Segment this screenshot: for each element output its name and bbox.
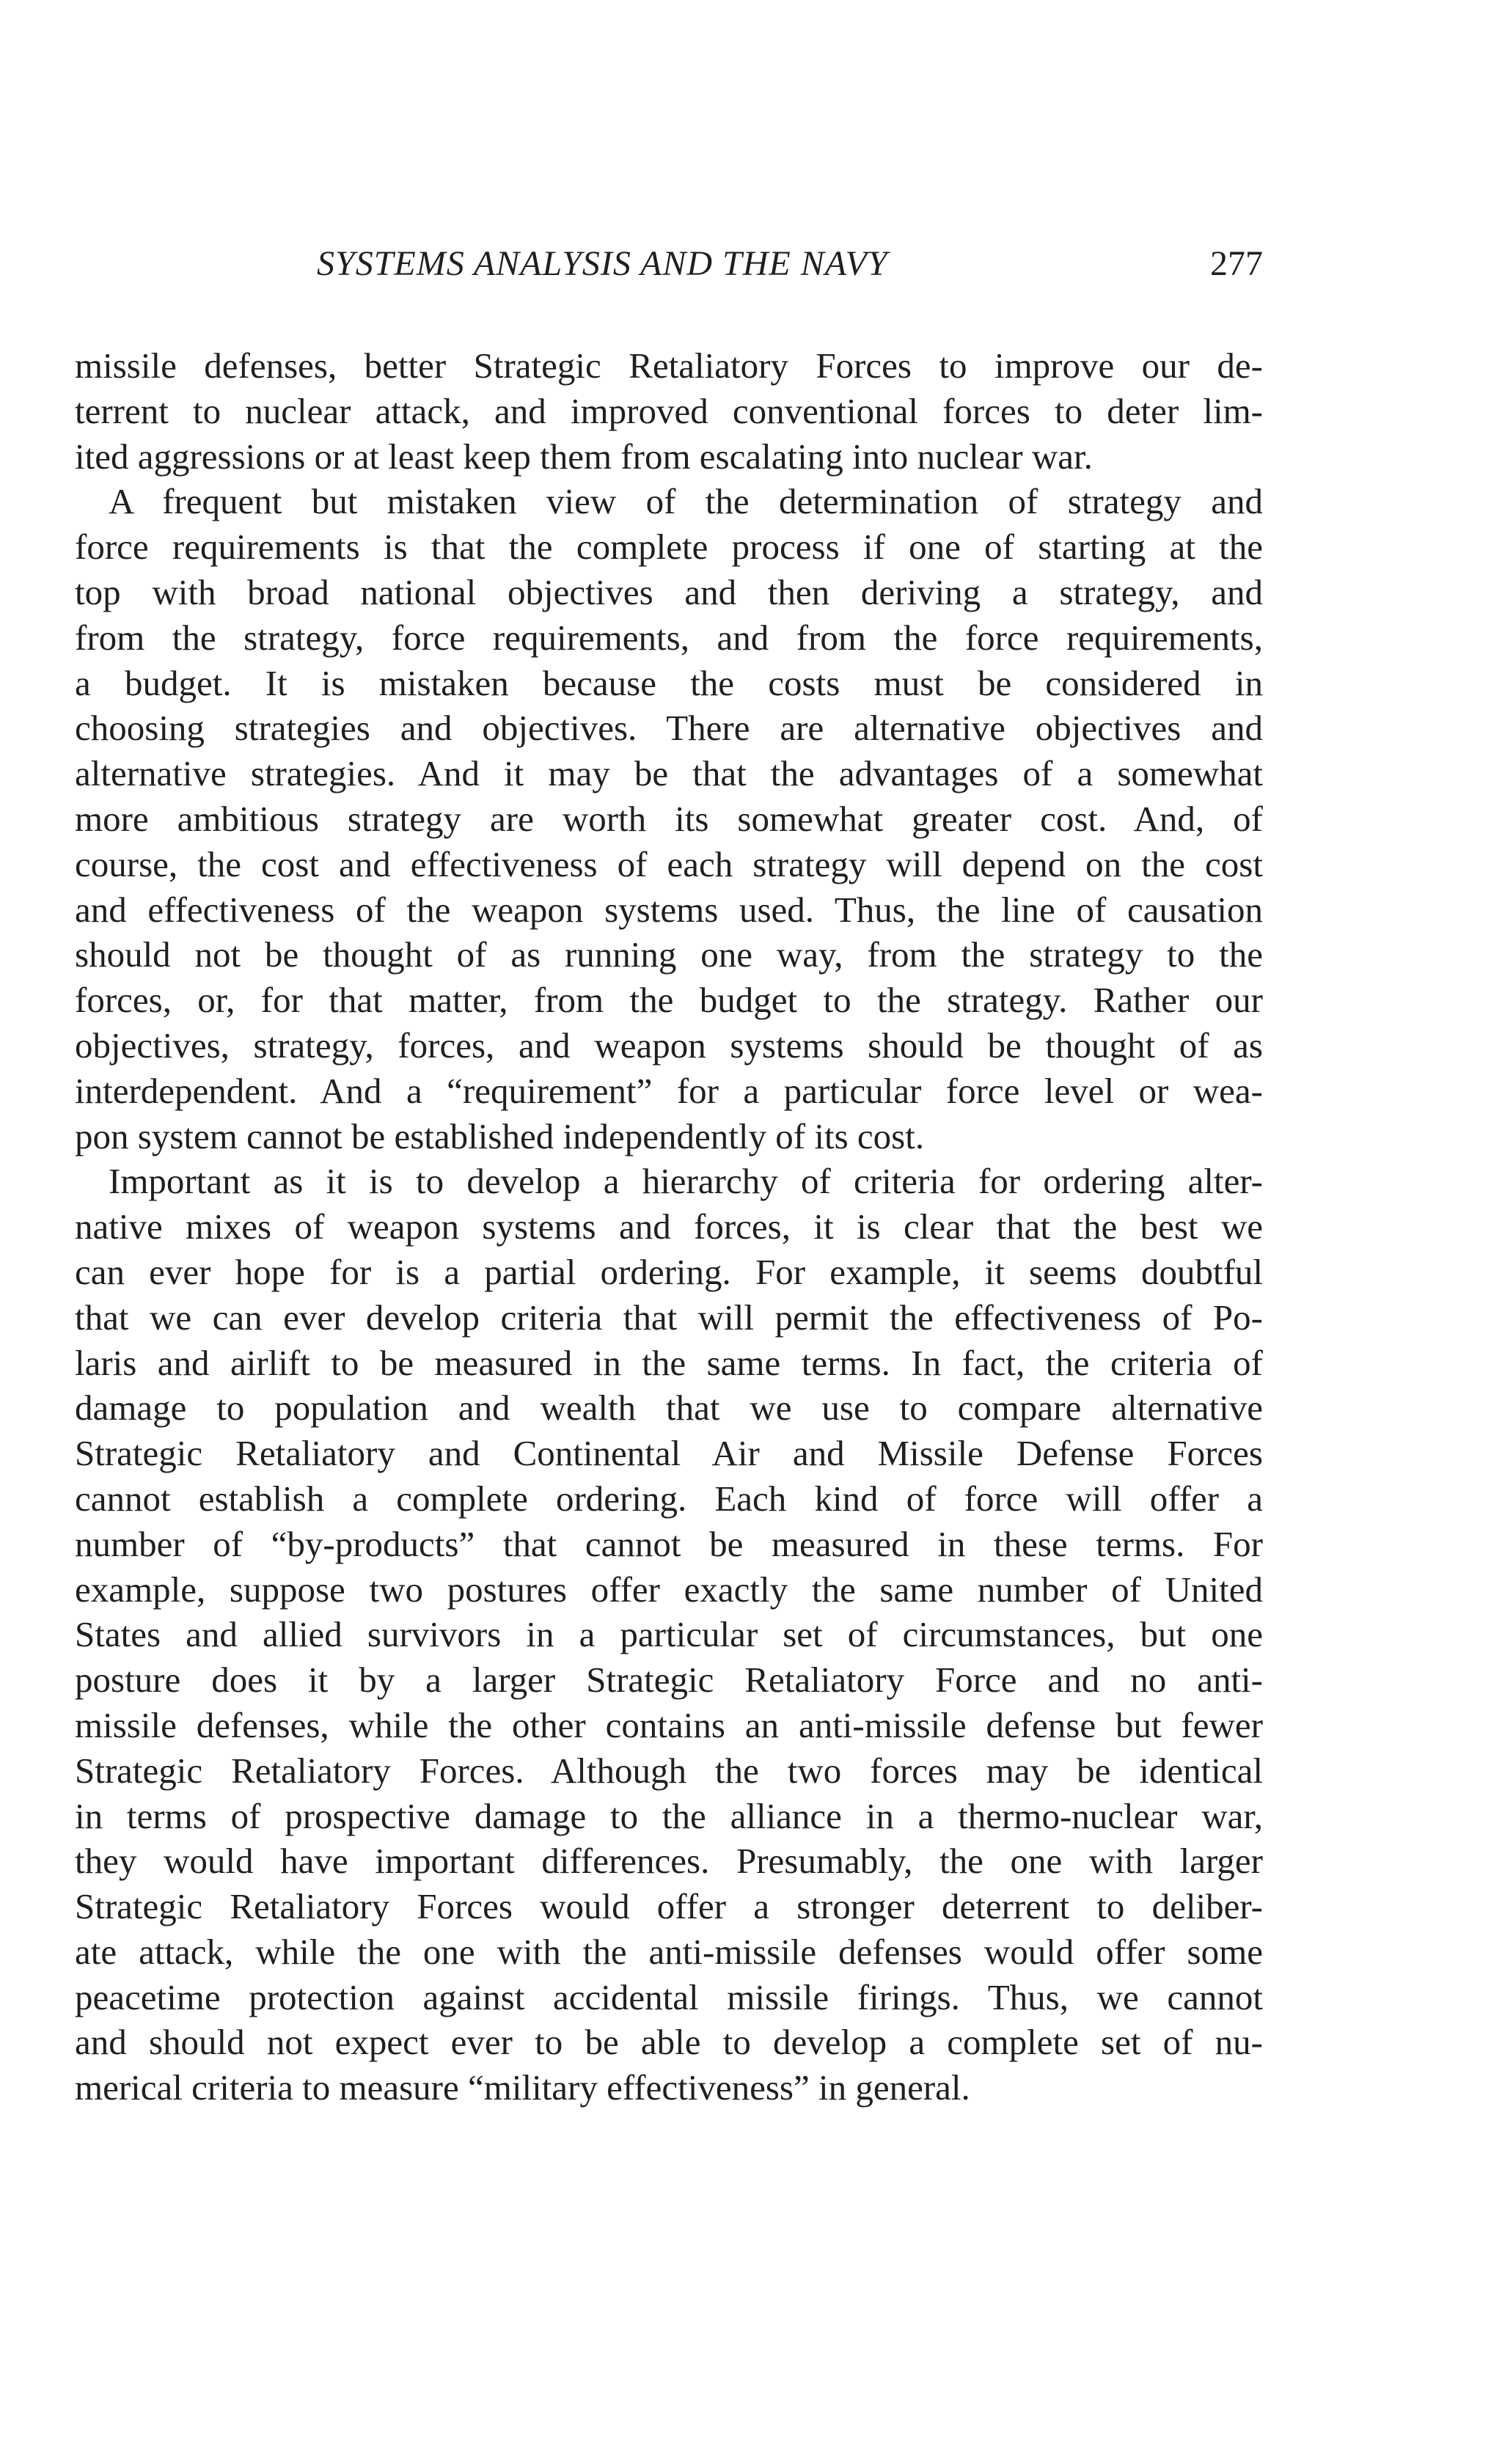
text-line: pon system cannot be established independently of its cost. [75,1115,925,1156]
text-line: posture does it by a larger Strategic Retaliatory Force and no anti- [75,1660,1263,1701]
text-line: should not be thought of as running one way, from the strategy to the [75,934,1263,975]
text-line: course, the cost and effectiveness of each strategy will depend on the cost [75,843,1263,884]
text-line: example, suppose two postures offer exactly the same number of United [75,1569,1263,1610]
text-line: that we can ever develop criteria that will permit the effectiveness of Po- [75,1297,1263,1338]
text-line: States and allied survivors in a particular set of circumstances, but one [75,1614,1263,1655]
text-line: Important as it is to develop a hierarchy of criteria for ordering alter- [109,1161,1263,1202]
text-line: damage to population and wealth that we use to compare alternative [75,1387,1263,1429]
text-line: missile defenses, better Strategic Retaliatory Forces to improve our de- [75,345,1263,386]
text-line: they would have important differences. Presumably, the one with larger [75,1841,1263,1882]
text-line: Strategic Retaliatory Forces would offer a stronger deterrent to deliber- [75,1886,1263,1927]
text-line: peacetime protection against accidental missile firings. Thus, we cannot [75,1976,1263,2017]
page-number: 277 [1210,244,1263,283]
text-line: interdependent. And a “requirement” for a particular force level or wea- [75,1070,1263,1111]
text-line: more ambitious strategy are worth its somewhat greater cost. And, of [75,798,1263,839]
text-line: cannot establish a complete ordering. Each kind of force will offer a [75,1478,1263,1519]
text-line: choosing strategies and objectives. There are alternative objectives and [75,708,1263,749]
text-line: force requirements is that the complete process if one of starting at the [75,527,1263,568]
text-line: from the strategy, force requirements, and from the force requirements, [75,617,1263,658]
text-line: alternative strategies. And it may be that the advantages of a somewhat [75,753,1263,794]
text-line: ate attack, while the one with the anti-missile defenses would offer some [75,1931,1263,1972]
text-line: Strategic Retaliatory Forces. Although the two forces may be identical [75,1750,1263,1791]
text-line: top with broad national objectives and then deriving a strategy, and [75,571,1263,612]
body-text [75,343,1263,2111]
running-title: SYSTEMS ANALYSIS AND THE NAVY [317,244,888,283]
running-head [75,243,1263,295]
text-line: Strategic Retaliatory and Continental Air and Missile Defense Forces [75,1433,1263,1474]
text-line: terrent to nuclear attack, and improved conventional forces to deter lim- [75,390,1263,431]
text-line: a budget. It is mistaken because the costs must be considered in [75,662,1263,703]
text-line: forces, or, for that matter, from the budget to the strategy. Rather our [75,980,1263,1021]
text-line: A frequent but mistaken view of the determination of strategy and [109,481,1263,522]
text-line: can ever hope for is a partial ordering. For example, it seems doubtful [75,1251,1263,1292]
text-line: merical criteria to measure “military effectiveness” in general. [75,2067,970,2108]
text-line: native mixes of weapon systems and forces, it is clear that the best we [75,1206,1263,1247]
text-line: number of “by-products” that cannot be measured in these terms. For [75,1523,1263,1564]
text-line: missile defenses, while the other contains an anti-missile defense but fewer [75,1704,1263,1745]
text-line: and effectiveness of the weapon systems used. Thus, the line of causation [75,889,1263,930]
text-line: objectives, strategy, forces, and weapon systems should be thought of as [75,1024,1263,1066]
text-line: and should not expect ever to be able to develop a complete set of nu- [75,2022,1263,2063]
text-line: laris and airlift to be measured in the same terms. In fact, the criteria of [75,1342,1263,1383]
text-line: ited aggressions or at least keep them from escalating into nuclear war. [75,436,1093,477]
text-line: in terms of prospective damage to the alliance in a thermo-nuclear war, [75,1795,1263,1836]
